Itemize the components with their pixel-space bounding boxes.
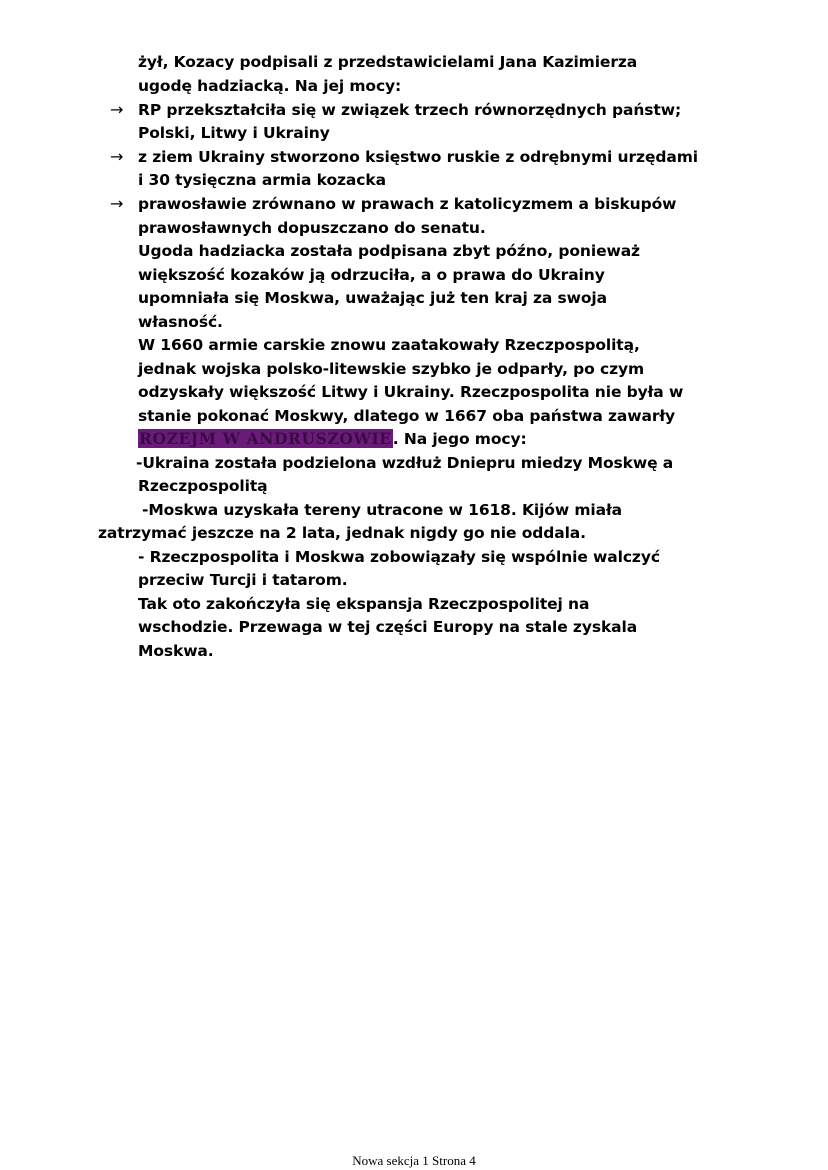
text-line: i 30 tysięczna armia kozacka <box>138 171 386 189</box>
right-arrow-icon: → <box>110 100 124 119</box>
text-line: Ugoda hadziacka została podpisana zbyt późno, ponieważ <box>138 242 640 260</box>
bullet-line: z ziem Ukrainy stworzono księstwo ruskie z odrębnymi urzędami <box>138 148 698 166</box>
text-line: jednak wojska polsko-litewskie szybko je odparły, po czym <box>138 360 645 378</box>
right-arrow-icon: → <box>110 194 124 213</box>
text-line: większość kozaków ją odrzuciła, a o prawa do Ukrainy <box>138 266 605 284</box>
highlight-suffix: . Na jego mocy: <box>392 430 527 448</box>
text-line: przeciw Turcji i tatarom. <box>138 571 348 589</box>
text-line: zatrzymać jeszcze na 2 lata, jednak nigdy go nie oddala. <box>98 524 586 542</box>
highlight-line <box>138 427 527 451</box>
text-line: W 1660 armie carskie znowu zaatakowały Rzeczpospolitą, <box>138 336 640 354</box>
text-line: upomniała się Moskwa, uważając już ten kraj za swoja <box>138 289 607 307</box>
text-line: Moskwa. <box>138 642 214 660</box>
text-line: żył, Kozacy podpisali z przedstawicielami Jana Kazimierza <box>138 53 638 71</box>
text-line: prawosławnych dopuszczano do senatu. <box>138 219 486 237</box>
text-line: Tak oto zakończyła się ekspansja Rzeczpospolitej na <box>138 595 590 613</box>
text-line: odzyskały większość Litwy i Ukrainy. Rzeczpospolita nie była w <box>138 383 684 401</box>
text-line: własność. <box>138 313 223 331</box>
page-footer: Nowa sekcja 1 Strona 4 <box>352 1153 476 1168</box>
bullet-line: prawosławie zrównano w prawach z katolicyzmem a biskupów <box>138 195 677 213</box>
text-line: wschodzie. Przewaga w tej części Europy na stale zyskala <box>138 618 638 636</box>
right-arrow-icon: → <box>110 147 124 166</box>
text-line: -Ukraina została podzielona wzdłuż Dniepru miedzy Moskwę a <box>136 454 674 472</box>
text-line: stanie pokonać Moskwy, dlatego w 1667 oba państwa zawarły <box>138 407 676 425</box>
text-line: -Moskwa uzyskała tereny utracone w 1618. Kijów miała <box>142 501 622 519</box>
text-line: ugodę hadziacką. Na jej mocy: <box>138 77 402 95</box>
text-line: Rzeczpospolitą <box>138 477 268 495</box>
highlighted-term: ROZEJM W ANDRUSZOWIE <box>139 429 392 448</box>
text-line: Polski, Litwy i Ukrainy <box>138 124 330 142</box>
text-line: - Rzeczpospolita i Moskwa zobowiązały się wspólnie walczyć <box>138 548 660 566</box>
bullet-line: RP przekształciła się w związek trzech równorzędnych państw; <box>138 101 682 119</box>
